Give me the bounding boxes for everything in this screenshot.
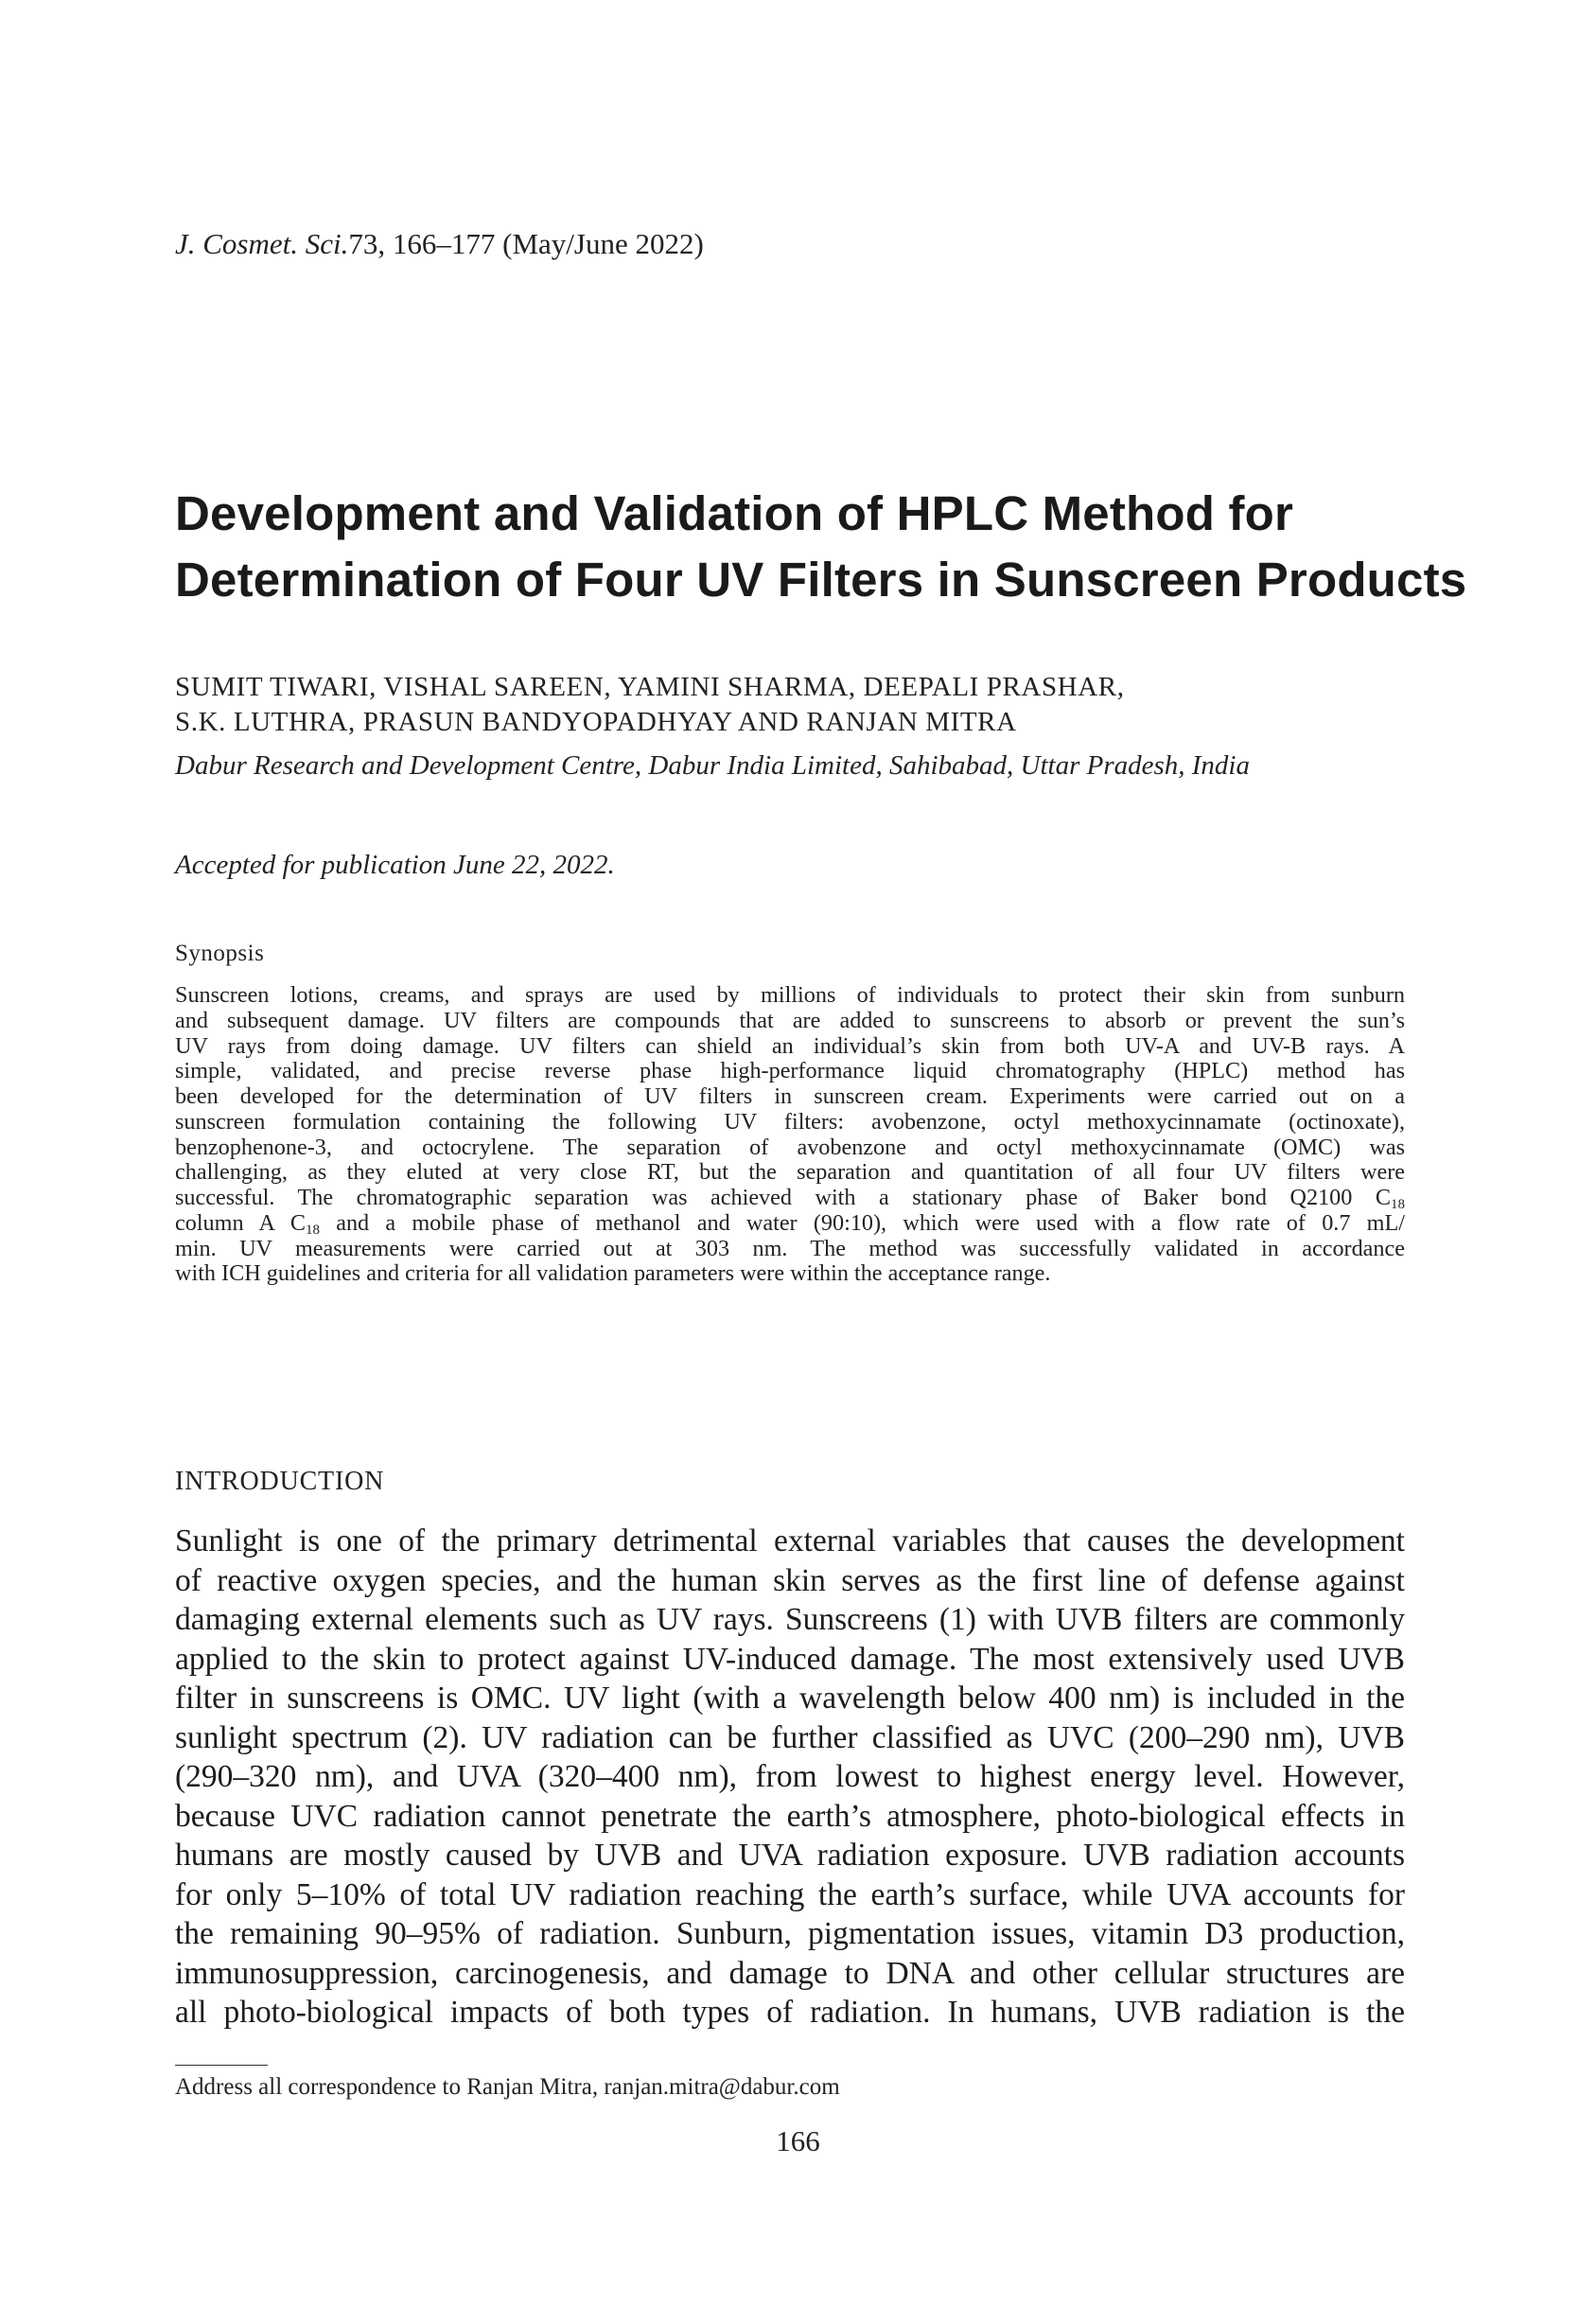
accepted-date: Accepted for publication June 22, 2022. [175, 850, 615, 880]
body-line: the remaining 90–95% of radiation. Sunburn, pigmentation issues, vitamin D3 production, [175, 1916, 1405, 1951]
body-line: damaging external elements such as UV rays. Sunscreens (1) with UVB filters are commonly [175, 1602, 1405, 1637]
synopsis-body [175, 983, 1405, 1287]
synopsis-line: and subsequent damage. UV filters are compounds that are added to sunscreens to absorb or prevent the sun’s [175, 1007, 1405, 1033]
body-line: (290–320 nm), and UVA (320–400 nm), from lowest to highest energy level. However, [175, 1759, 1405, 1794]
synopsis-line [175, 1186, 1405, 1211]
synopsis-line: simple, validated, and precise reverse phase high-performance liquid chromatography (HPLC) method has [175, 1058, 1405, 1084]
title-line: Determination of Four UV Filters in Sunscreen Products [175, 553, 1467, 607]
journal-name: J. Cosmet. Sci. [175, 227, 349, 260]
synopsis-line: challenging, as they eluted at very close RT, but the separation and quantitation of all four UV filters were [175, 1159, 1405, 1186]
page-number: 166 [776, 2124, 820, 2157]
body-line: humans are mostly caused by UVB and UVA radiation exposure. UVB radiation accounts [175, 1838, 1405, 1873]
synopsis-heading: Synopsis [175, 941, 265, 966]
body-line: for only 5–10% of total UV radiation reaching the earth’s surface, while UVA accounts for [175, 1876, 1405, 1912]
introduction-heading: INTRODUCTION [175, 1467, 385, 1496]
article-title [175, 481, 1467, 613]
synopsis-line [175, 1211, 1405, 1237]
body-line: immunosuppression, carcinogenesis, and damage to DNA and other cellular structures are [175, 1955, 1405, 1991]
body-line: all photo-biological impacts of both types of radiation. In humans, UVB radiation is the [175, 1995, 1405, 2030]
body-line: Sunlight is one of the primary detrimental external variables that causes the development [175, 1523, 1405, 1558]
introduction-body [175, 1522, 1405, 2033]
subscript: 18 [305, 1222, 320, 1238]
author-line: SUMIT TIWARI, VISHAL SAREEN, YAMINI SHARMA, DEEPALI PRASHAR, [175, 672, 1125, 702]
footnote-divider [175, 2065, 268, 2066]
synopsis-line: benzophenone-3, and octocrylene. The separation of avobenzone and octyl methoxycinnamate (OMC) was [175, 1134, 1405, 1160]
synopsis-line: been developed for the determination of UV filters in sunscreen cream. Experiments were carried out on a [175, 1083, 1405, 1109]
synopsis-text: column A C [175, 1209, 306, 1236]
author-line: S.K. LUTHRA, PRASUN BANDYOPADHYAY AND RANJAN MITRA [175, 707, 1017, 737]
synopsis-line: UV rays from doing damage. UV filters can shield an individual’s skin from both UV-A and UV-B rays. A [175, 1032, 1405, 1059]
synopsis-line: sunscreen formulation containing the following UV filters: avobenzone, octyl methoxycinnamate (octinoxate), [175, 1108, 1405, 1135]
body-line: because UVC radiation cannot penetrate the earth’s atmosphere, photo-biological effects in [175, 1798, 1405, 1834]
synopsis-line: with ICH guidelines and criteria for all validation parameters were within the acceptance range. [175, 1260, 1051, 1287]
affiliation: Dabur Research and Development Centre, Dabur India Limited, Sahibabad, Uttar Pradesh, India [175, 750, 1250, 781]
journal-pages-date: , 166–177 (May/June 2022) [377, 227, 704, 260]
synopsis-line: min. UV measurements were carried out at 303 nm. The method was successfully validated in accordance [175, 1235, 1405, 1261]
journal-volume: 73 [348, 227, 378, 260]
body-line: filter in sunscreens is OMC. UV light (with a wavelength below 400 nm) is included in the [175, 1681, 1405, 1716]
title-line: Development and Validation of HPLC Method for [175, 486, 1294, 540]
body-line: of reactive oxygen species, and the human skin serves as the first line of defense against [175, 1562, 1405, 1598]
correspondence-footnote: Address all correspondence to Ranjan Mitra, ranjan.mitra@dabur.com [175, 2074, 840, 2100]
subscript: 18 [1391, 1197, 1405, 1213]
body-line: applied to the skin to protect against UV-induced damage. The most extensively used UVB [175, 1641, 1405, 1677]
journal-citation [175, 225, 704, 263]
body-line: sunlight spectrum (2). UV radiation can be further classified as UVC (200–290 nm), UVB [175, 1719, 1405, 1755]
synopsis-line: Sunscreen lotions, creams, and sprays are used by millions of individuals to protect their skin from sunburn [175, 982, 1405, 1008]
author-list [175, 670, 1125, 740]
synopsis-text: successful. The chromatographic separation was achieved with a stationary phase of Baker bond Q2100 C [175, 1185, 1391, 1210]
synopsis-text: and a mobile phase of methanol and water (90:10), which were used with a flow rate of 0.7 mL/ [319, 1209, 1405, 1236]
